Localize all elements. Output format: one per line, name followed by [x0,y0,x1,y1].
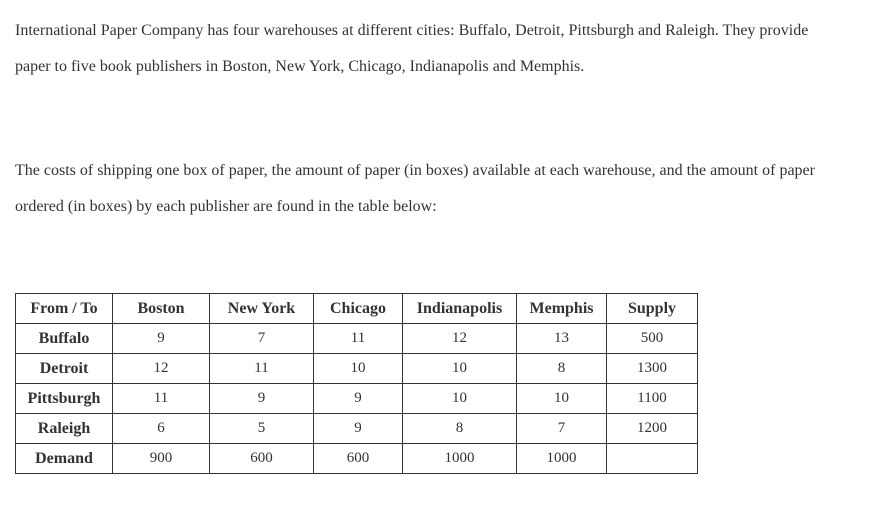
table-cell: 10 [403,354,517,384]
shipping-cost-table [15,293,698,474]
header-from-to: From / To [16,294,113,324]
table-cell: 13 [517,324,607,354]
table-cell: 600 [314,444,403,474]
table-cell: 11 [314,324,403,354]
description-line-1: The costs of shipping one box of paper, the amount of paper (in boxes) available at each warehouse, and the amount of paper [15,162,815,179]
table-cell: 8 [403,414,517,444]
table-cell: 9 [210,384,314,414]
table-cell: 9 [314,414,403,444]
header-indianapolis: Indianapolis [403,294,517,324]
table-cell: 10 [517,384,607,414]
header-supply: Supply [607,294,698,324]
table-cell: 1000 [403,444,517,474]
table-row [16,414,698,444]
intro-line-2: paper to five book publishers in Boston, New York, Chicago, Indianapolis and Memphis. [15,58,585,75]
table-cell: 11 [210,354,314,384]
table-row [16,444,698,474]
table-cell: 11 [113,384,210,414]
table-cell: 1100 [607,384,698,414]
table-row [16,324,698,354]
table-cell: 8 [517,354,607,384]
table-cell: 9 [314,384,403,414]
header-new-york: New York [210,294,314,324]
table-cell: 7 [517,414,607,444]
table-row [16,354,698,384]
table-description-paragraph [15,153,885,225]
row-label: Buffalo [16,324,113,354]
header-memphis: Memphis [517,294,607,324]
row-label: Raleigh [16,414,113,444]
table-cell: 12 [113,354,210,384]
intro-paragraph [15,13,885,85]
table-cell: 7 [210,324,314,354]
row-label: Demand [16,444,113,474]
header-chicago: Chicago [314,294,403,324]
table-cell: 1300 [607,354,698,384]
table-cell: 1000 [517,444,607,474]
table-cell: 10 [314,354,403,384]
table-cell: 500 [607,324,698,354]
intro-line-1: International Paper Company has four warehouses at different cities: Buffalo, Detroit, Pittsburgh and Raleigh. They provide [15,22,809,39]
header-boston: Boston [113,294,210,324]
table-header-row [16,294,698,324]
row-label: Pittsburgh [16,384,113,414]
table-cell: 6 [113,414,210,444]
table-row [16,384,698,414]
table-cell: 10 [403,384,517,414]
table-cell-empty [607,444,698,474]
description-line-2: ordered (in boxes) by each publisher are found in the table below: [15,198,437,215]
row-label: Detroit [16,354,113,384]
table-cell: 600 [210,444,314,474]
table-cell: 9 [113,324,210,354]
table-cell: 900 [113,444,210,474]
table-cell: 12 [403,324,517,354]
table-cell: 5 [210,414,314,444]
table-cell: 1200 [607,414,698,444]
